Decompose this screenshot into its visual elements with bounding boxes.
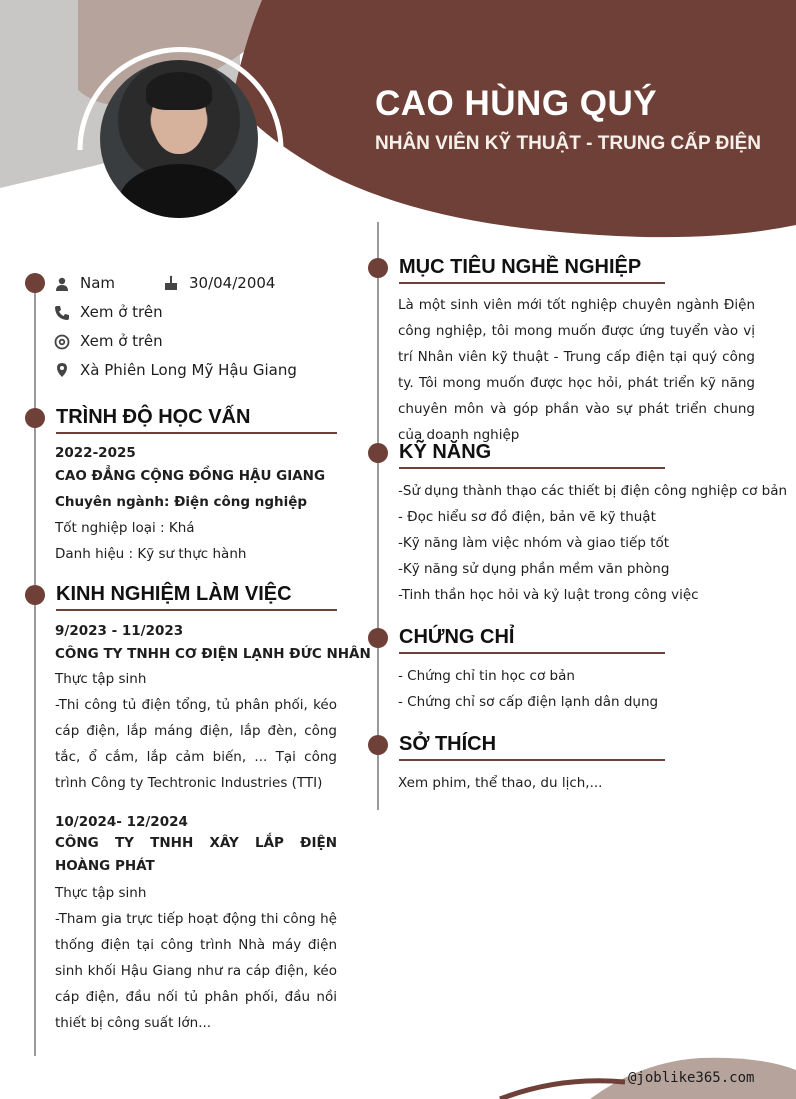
job2-description: -Tham gia trực tiếp hoạt động thi công hệ thống điện tại công trình Nhà máy điện sinh khối Hậu Giang như ra cáp điện, kéo cáp điện, đầu nối tủ phân phối, đầu nồi thiết bị công suất lớn...: [55, 911, 337, 1031]
objective-dot: [368, 258, 388, 278]
candidate-name: CAO HÙNG QUÝ: [375, 84, 658, 123]
phone-text: Xem ở trên: [80, 303, 163, 321]
job-title: NHÂN VIÊN KỸ THUẬT - TRUNG CẤP ĐIỆN: [375, 133, 761, 154]
education-degree: Danh hiệu : Kỹ sư thực hành: [55, 546, 247, 562]
certificate-item: - Chứng chỉ sơ cấp điện lạnh dân dụng: [398, 694, 659, 710]
job2-company: CÔNG TY TNHH XÂY LẮP ĐIỆN HOÀNG PHÁT: [55, 835, 337, 874]
website-watermark: @joblike365.com: [628, 1070, 755, 1086]
location-pin-icon: [54, 362, 70, 378]
hobbies-dot: [368, 735, 388, 755]
education-dot: [25, 408, 45, 428]
education-heading: TRÌNH ĐỘ HỌC VẤN: [56, 406, 251, 428]
job2-period: 10/2024- 12/2024: [55, 814, 188, 830]
gender-text: Nam: [80, 274, 116, 292]
phone-icon: [54, 305, 70, 321]
left-timeline: [34, 282, 36, 1056]
skill-item: -Kỹ năng làm việc nhóm và giao tiếp tốt: [398, 535, 670, 551]
birthday-text: 30/04/2004: [189, 274, 276, 292]
skill-item: -Tinh thần học hỏi và kỷ luật trong công việc: [398, 587, 699, 603]
birthday-cake-icon: [163, 275, 179, 291]
objective-text: Là một sinh viên mới tốt nghiệp chuyên ngành Điện công nghiệp, tôi mong muốn được ứng tuyển vào vị trí Nhân viên kỹ thuật - Trung cấp điện tại quý công ty. Tôi mong muốn được học hỏi, phát triển kỹ năng chuyên môn và góp phần vào sự phát triển chung của doanh nghiệp: [398, 297, 755, 443]
skills-heading: KỸ NĂNG: [399, 441, 492, 463]
job1-description: -Thi công tủ điện tổng, tủ phân phối, kéo cáp điện, lắp máng điện, lắp đèn, công tắc, ổ cắm, lắp cảm biến, ... Tại công trình Công ty Techtronic Industries (TTI): [55, 697, 337, 791]
education-period: 2022-2025: [55, 445, 136, 461]
education-grade: Tốt nghiệp loại : Khá: [55, 520, 195, 536]
address-text: Xà Phiên Long Mỹ Hậu Giang: [80, 361, 297, 379]
profile-photo: [100, 60, 258, 218]
objective-underline: [399, 282, 665, 284]
experience-heading: KINH NGHIỆM LÀM VIỆC: [56, 583, 292, 605]
education-school: CAO ĐẲNG CỘNG ĐỒNG HẬU GIANG: [55, 468, 326, 484]
hobbies-underline: [399, 759, 665, 761]
skills-dot: [368, 443, 388, 463]
email-text: Xem ở trên: [80, 332, 163, 350]
job1-company: CÔNG TY TNHH CƠ ĐIỆN LẠNH ĐỨC NHÂN: [55, 646, 371, 662]
experience-underline: [56, 609, 337, 611]
skill-item: -Kỹ năng sử dụng phần mềm văn phòng: [398, 561, 670, 577]
skill-item: - Đọc hiểu sơ đồ điện, bản vẽ kỹ thuật: [398, 509, 656, 525]
right-timeline: [377, 222, 379, 810]
job1-period: 9/2023 - 11/2023: [55, 623, 184, 639]
objective-heading: MỤC TIÊU NGHỀ NGHIỆP: [399, 256, 642, 278]
certificates-heading: CHỨNG CHỈ: [399, 626, 515, 648]
certificate-item: - Chứng chỉ tin học cơ bản: [398, 668, 575, 684]
hobbies-text: Xem phim, thể thao, du lịch,...: [398, 775, 603, 791]
job2-role: Thực tập sinh: [55, 885, 147, 901]
certificates-dot: [368, 628, 388, 648]
person-icon: [54, 276, 70, 292]
education-major: Chuyên ngành: Điện công nghiệp: [55, 494, 308, 510]
experience-dot: [25, 585, 45, 605]
certificates-underline: [399, 652, 665, 654]
email-at-icon: [54, 334, 70, 350]
education-underline: [56, 432, 337, 434]
skill-item: -Sử dụng thành thạo các thiết bị điện công nghiệp cơ bản: [398, 483, 788, 499]
skills-underline: [399, 467, 665, 469]
hobbies-heading: SỞ THÍCH: [399, 733, 497, 755]
job1-role: Thực tập sinh: [55, 671, 147, 687]
contact-dot: [25, 273, 45, 293]
